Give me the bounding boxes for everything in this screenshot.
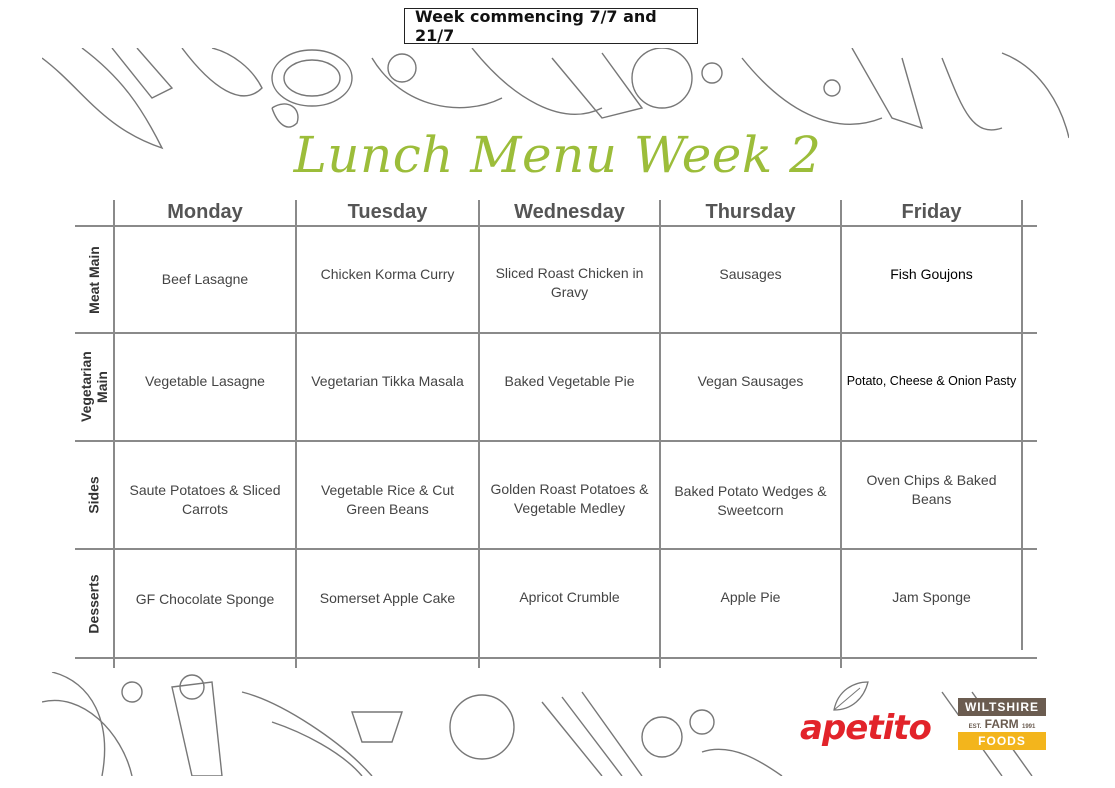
week-commencing-label: Week commencing 7/7 and 21/7 — [404, 8, 698, 44]
apetito-logo: apetito — [800, 708, 931, 748]
menu-item: Potato, Cheese & Onion Pasty — [846, 373, 1017, 388]
day-header-thursday: Thursday — [705, 200, 796, 223]
menu-item: Baked Potato Wedges & Sweetcorn — [674, 483, 827, 518]
menu-item: Oven Chips & Baked Beans — [866, 472, 997, 507]
menu-item: Vegan Sausages — [697, 372, 804, 389]
day-header-friday: Friday — [901, 200, 962, 223]
day-header-tuesday: Tuesday — [347, 200, 428, 223]
menu-grid — [75, 198, 1037, 668]
menu-item: Saute Potatoes & Sliced Carrots — [129, 482, 281, 517]
menu-item: Apple Pie — [720, 589, 781, 605]
wiltshire-year: 1991 — [1022, 724, 1036, 730]
menu-item: Beef Lasagne — [161, 271, 249, 287]
menu-item: Golden Roast Potatoes & Vegetable Medley — [490, 481, 649, 516]
menu-item: Chicken Korma Curry — [320, 265, 455, 282]
menu-title: Lunch Menu Week 2 — [293, 126, 822, 184]
menu-item: Vegetable Rice & Cut Green Beans — [320, 482, 455, 517]
wiltshire-logo-bottom: FOODS — [958, 732, 1046, 750]
row-label-sides: Sides — [85, 476, 102, 514]
menu-item: Fish Goujons — [890, 265, 973, 282]
wiltshire-est: EST. — [968, 724, 982, 730]
menu-item: Somerset Apple Cake — [319, 590, 456, 606]
menu-item: GF Chocolate Sponge — [135, 591, 275, 607]
row-label-desserts: Desserts — [86, 573, 102, 634]
menu-item: Vegetable Lasagne — [145, 372, 265, 389]
menu-item: Vegetarian Tikka Masala — [311, 372, 464, 389]
menu-item: Sausages — [719, 265, 782, 282]
wiltshire-farm-foods-logo — [958, 698, 1046, 750]
row-label-vegetarian-main: Vegetarian Main — [78, 351, 110, 422]
menu-item: Sliced Roast Chicken in Gravy — [495, 265, 644, 300]
menu-item: Apricot Crumble — [519, 589, 620, 605]
day-header-wednesday: Wednesday — [514, 200, 625, 223]
menu-item: Jam Sponge — [892, 589, 971, 605]
row-label-meat-main: Meat Main — [86, 245, 102, 314]
menu-item: Baked Vegetable Pie — [504, 372, 635, 389]
wiltshire-logo-top: WILTSHIRE — [958, 698, 1046, 716]
day-header-monday: Monday — [167, 200, 243, 223]
wiltshire-logo-mid: FARM — [984, 717, 1019, 731]
